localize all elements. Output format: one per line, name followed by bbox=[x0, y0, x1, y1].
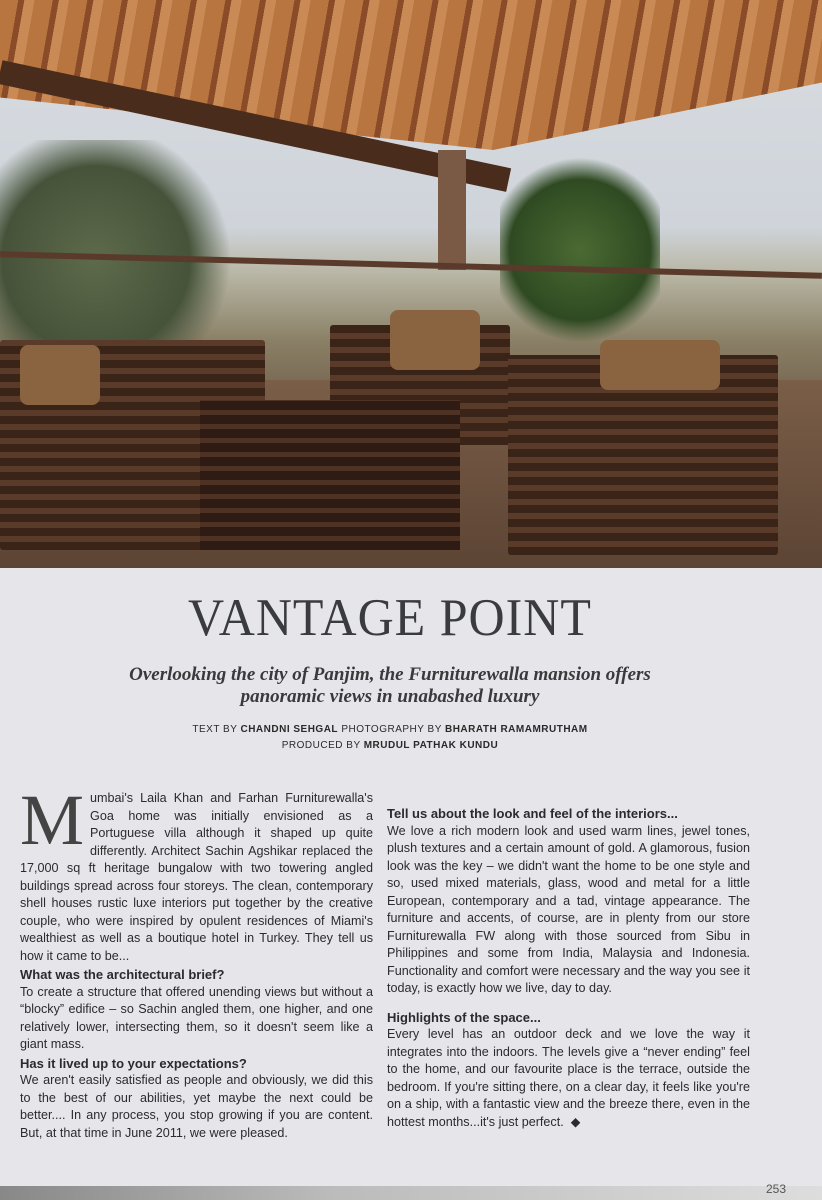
intro-paragraph: umbai's Laila Khan and Farhan Furniturewalla's Goa home was initially envisioned as a Portuguese villa although it shaped up quite differently. Architect Sachin Agshikar replaced the 17,000 sq ft heritage bungalow with two towering angled buildings spread across four storeys. The clean, contemporary shell houses rustic luxe interiors put together by the creative couple, who were inspired by opulent residences of Miami's wealthiest as well as a boutique hotel in Turkey. They tell us how it came to be... bbox=[20, 791, 373, 963]
question-heading: Highlights of the space... bbox=[387, 1009, 541, 1025]
answer-paragraph: We love a rich modern look and used warm lines, jewel tones, plush textures and a certain amount of gold. A glamorous, fusion look was the key – we didn't want the home to be one style and so, used mixed materials, glass, wood and metal for a little European, contemporary and a tad, vintage appearance. The furniture and accents, of course, are in plenty from our store Furniturewalla FW along with those sourced from Sibu in Philippines and some from India, Malaysia and Indonesia. Functionality and comfort were necessary and the way you see it today, is exactly how we live, day to day. bbox=[387, 823, 750, 995]
article bbox=[0, 568, 822, 1200]
answer-paragraph bbox=[387, 1026, 750, 1131]
terrace-photo bbox=[0, 0, 822, 568]
question-heading: Has it lived up to your expectations? bbox=[20, 1055, 247, 1071]
page-edge bbox=[0, 1186, 822, 1200]
article-subtitle: Overlooking the city of Panjim, the Furniturewalla mansion offers panoramic views in unabashed luxury bbox=[129, 664, 651, 707]
producer-name: MRUDUL PATHAK KUNDU bbox=[363, 740, 499, 751]
credit-label: TEXT BY bbox=[192, 724, 238, 735]
answer-paragraph: We aren't easily satisfied as people and obviously, we did this to the best of our abilities, yet maybe the next could be better.... In any process, you stop growing if you are content. But, at that time in June 2011, we were pleased. bbox=[20, 1073, 373, 1140]
cushion bbox=[600, 340, 720, 390]
writer-name: CHANDNI SEHGAL bbox=[240, 724, 339, 735]
cushion bbox=[20, 345, 100, 405]
cushion bbox=[390, 310, 480, 370]
question-heading: What was the architectural brief? bbox=[20, 967, 225, 982]
answer-paragraph: To create a structure that offered unending views but without a “blocky” edifice – so Sachin angled them, one higher, and one relatively lower, intersecting them, so it doesn't seem like a giant mass. bbox=[20, 984, 373, 1051]
question-heading: Tell us about the look and feel of the interiors... bbox=[387, 806, 678, 821]
answer-text: Every level has an outdoor deck and we love the way it integrates into the indoors. The levels give a “never ending” feel to the home, and our favourite place is the terrace, outside the bedroom. If you're sitting there, on a clear day, it feels like you're on a ship, with a fantastic view and the breeze there, even in the hottest months...it's just perfect. bbox=[387, 1027, 750, 1129]
end-mark-icon: ◆ bbox=[570, 1114, 581, 1129]
column-right bbox=[387, 804, 750, 1131]
credit-label: PHOTOGRAPHY BY bbox=[341, 724, 442, 735]
pergola-post bbox=[438, 150, 466, 270]
pergola-roof bbox=[0, 0, 822, 150]
photographer-name: BHARATH RAMAMRUTHAM bbox=[444, 724, 588, 735]
credit-label: PRODUCED BY bbox=[281, 740, 361, 751]
drop-cap: M bbox=[20, 780, 85, 860]
article-title: VANTAGE POINT bbox=[188, 587, 592, 647]
coffee-table bbox=[200, 400, 460, 550]
column-left bbox=[20, 780, 373, 1142]
credits bbox=[150, 722, 630, 754]
potted-tree bbox=[500, 150, 660, 350]
page-number: 253 bbox=[765, 1182, 786, 1196]
